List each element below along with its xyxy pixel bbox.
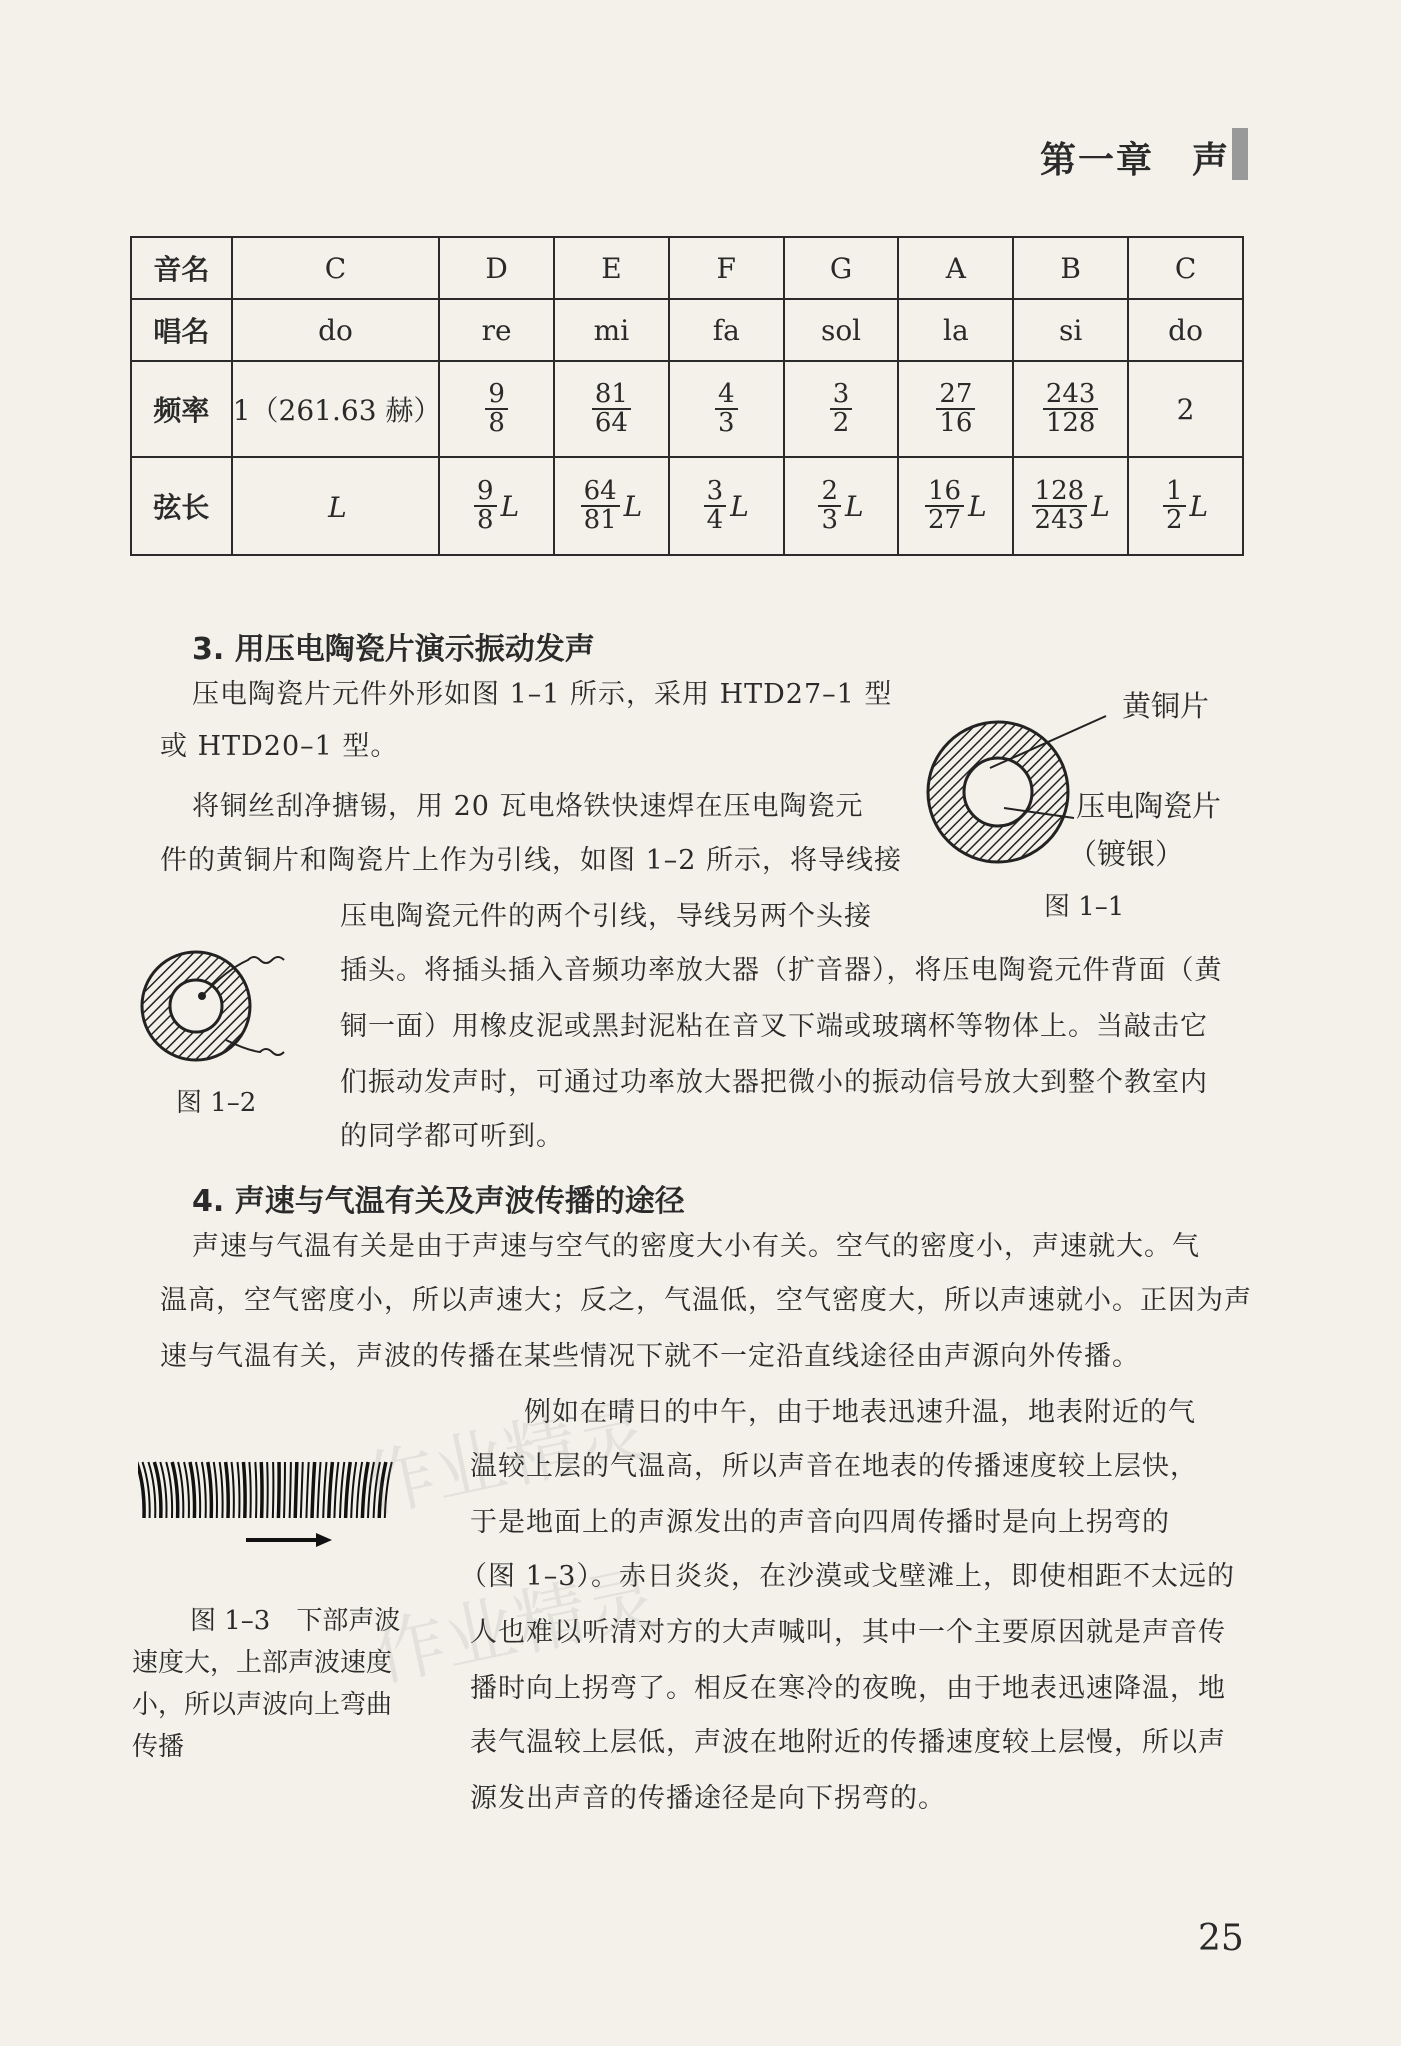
row-header: 音名	[131, 237, 232, 299]
row-header: 弦长	[131, 457, 232, 555]
denominator: 3	[717, 408, 735, 438]
fraction	[592, 378, 631, 438]
paragraph-line: 播时向上拐弯了。相反在寒冷的夜晚，由于地表迅速降温，地	[470, 1673, 1226, 1704]
wavefront-line	[301, 1462, 303, 1518]
table-cell	[898, 361, 1013, 457]
wavefront-line	[138, 1462, 144, 1518]
fraction	[1163, 475, 1186, 535]
paragraph-line: 于是地面上的声源发出的声音向四周传播时是向上拐弯的	[470, 1507, 1170, 1538]
paragraph-line: 压电陶瓷元件的两个引线，导线另两个头接	[340, 901, 872, 932]
wavefront-line	[220, 1462, 223, 1518]
table-row-string-length	[131, 457, 1243, 555]
numerator: 3	[830, 381, 853, 410]
table-cell: fa	[669, 299, 784, 361]
fraction	[704, 475, 727, 535]
wavefront-line	[237, 1462, 239, 1518]
table-cell	[669, 361, 784, 457]
table-cell: sol	[784, 299, 899, 361]
fraction	[830, 378, 853, 438]
section-3-title: 3. 用压电陶瓷片演示振动发声	[192, 632, 595, 667]
wavefront-line	[255, 1462, 256, 1518]
ceramic-leader-line	[1004, 808, 1074, 818]
denominator: 2	[1165, 505, 1183, 535]
wavefront-line	[351, 1462, 356, 1518]
paragraph-line: 们振动发声时，可通过功率放大器把微小的振动信号放大到整个教室内	[340, 1067, 1208, 1098]
wavefront-line	[278, 1462, 279, 1518]
wavefront-line	[226, 1462, 229, 1518]
table-cell	[1128, 457, 1243, 555]
numerator: 128	[1032, 478, 1088, 507]
scale-table	[130, 236, 1244, 556]
paragraph-line: 人也难以听清对方的大声喊叫，其中一个主要原因就是声音传	[470, 1617, 1226, 1648]
wavefront-line	[232, 1462, 234, 1518]
denominator: 81	[583, 505, 617, 535]
table-cell: B	[1013, 237, 1128, 299]
chapter-title: 第一章 声	[1040, 139, 1231, 181]
label-ceramic-plate: 压电陶瓷片	[1076, 789, 1222, 823]
watermark: 作业精灵	[355, 1386, 655, 1529]
wavefront-line	[184, 1462, 189, 1518]
table-cell: C	[1128, 237, 1243, 299]
table-cell: 2	[1128, 361, 1243, 457]
paragraph-line: 或 HTD20–1 型。	[160, 731, 399, 762]
wavefront-line	[267, 1462, 268, 1518]
wavefront-line	[202, 1462, 206, 1518]
table-cell	[554, 457, 669, 555]
denominator: 3	[821, 505, 839, 535]
table-cell	[1013, 361, 1128, 457]
brass-leader-line	[990, 716, 1106, 768]
wavefront-line	[261, 1462, 262, 1518]
wavefront-line	[290, 1462, 291, 1518]
wavefront-line	[295, 1462, 297, 1518]
fraction	[581, 475, 620, 535]
wavefront-lines	[138, 1462, 392, 1518]
figure-1-3-caption-line: 传播	[132, 1732, 185, 1762]
row-header: 唱名	[131, 299, 232, 361]
denominator: 16	[939, 408, 973, 438]
numerator: 1	[1163, 478, 1186, 507]
wavefront-line	[340, 1462, 344, 1518]
paragraph-line: 铜一面）用橡皮泥或黑封泥粘在音叉下端或玻璃杯等物体上。当敲击它	[340, 1011, 1208, 1042]
table-row-solfege	[131, 299, 1243, 361]
fraction	[936, 378, 975, 438]
wavefront-line	[346, 1462, 351, 1518]
table-cell	[669, 457, 784, 555]
wavefront-line	[334, 1462, 338, 1518]
paragraph-line: 温较上层的气温高，所以声音在地表的传播速度较上层快，	[470, 1451, 1198, 1482]
denominator: 64	[594, 408, 628, 438]
wavefront-line	[190, 1462, 195, 1518]
wavefront-line	[196, 1462, 200, 1518]
table-cell: la	[898, 299, 1013, 361]
denominator: 8	[488, 408, 505, 438]
numerator: 3	[704, 478, 727, 507]
fraction	[485, 378, 508, 438]
numerator: 4	[715, 381, 738, 410]
figure-1-2-disc-with-leads	[136, 940, 300, 1066]
numerator: 81	[592, 381, 631, 410]
wavefront-line	[243, 1462, 245, 1518]
table-cell: re	[439, 299, 554, 361]
table-cell: si	[1013, 299, 1128, 361]
wavefront-line	[329, 1462, 333, 1518]
paragraph-line: 插头。将插头插入音频功率放大器（扩音器），将压电陶瓷元件背面（黄	[340, 955, 1223, 986]
wavefront-line	[214, 1462, 217, 1518]
variable-L: L	[968, 489, 987, 523]
numerator: 64	[581, 478, 620, 507]
wavefront-line	[249, 1462, 250, 1518]
table-cell	[232, 457, 439, 555]
table-cell	[784, 361, 899, 457]
table-cell: do	[1128, 299, 1243, 361]
table-cell: mi	[554, 299, 669, 361]
figure-1-1-caption: 图 1–1	[1044, 892, 1125, 922]
label-silver-plated: （镀银）	[1068, 837, 1185, 871]
figure-1-3-caption-line: 图 1–3 下部声波	[190, 1606, 401, 1636]
wavefront-line	[312, 1462, 315, 1518]
denominator: 27	[928, 505, 962, 535]
denominator: 4	[706, 505, 724, 535]
table-cell	[439, 457, 554, 555]
denominator: 8	[477, 505, 494, 535]
chapter-tab-bar	[1232, 128, 1248, 180]
variable-L: L	[845, 489, 864, 523]
table-cell	[898, 457, 1013, 555]
table-row-frequency	[131, 361, 1243, 457]
fraction	[818, 475, 841, 535]
paragraph-line: 速与气温有关，声波的传播在某些情况下就不一定沿直线途径由声源向外传播。	[160, 1341, 1140, 1372]
fraction	[925, 475, 964, 535]
row-header: 频率	[131, 361, 232, 457]
section-4-title: 4. 声速与气温有关及声波传播的途径	[192, 1184, 685, 1219]
variable-L: L	[623, 489, 643, 523]
numerator: 16	[925, 478, 964, 507]
denominator: 243	[1034, 505, 1085, 535]
paragraph-line: 声速与气温有关是由于声速与空气的密度大小有关。空气的密度小，声速就大。气	[192, 1231, 1200, 1262]
variable-L: L	[328, 490, 347, 524]
table-cell: do	[232, 299, 439, 361]
paragraph-line: 压电陶瓷片元件外形如图 1–1 所示，采用 HTD27–1 型	[192, 679, 893, 710]
table-cell: E	[554, 237, 669, 299]
figure-1-3-caption-line: 小，所以声波向上弯曲	[132, 1690, 393, 1720]
table-cell: C	[232, 237, 439, 299]
page-number: 25	[1198, 1918, 1244, 1959]
numerator: 27	[936, 381, 975, 410]
wavefront-line	[306, 1462, 308, 1518]
fraction	[1043, 378, 1099, 438]
variable-L: L	[1189, 489, 1209, 523]
wavefront-line	[284, 1462, 285, 1518]
numerator: 9	[474, 478, 497, 507]
direction-arrow-head	[316, 1533, 332, 1547]
table-cell: A	[898, 237, 1013, 299]
denominator: 128	[1045, 408, 1096, 438]
wavefront-line	[208, 1462, 212, 1518]
table-cell	[784, 457, 899, 555]
paragraph-line: 将铜丝刮净搪锡，用 20 瓦电烙铁快速焊在压电陶瓷元	[192, 791, 864, 822]
table-cell	[439, 361, 554, 457]
figure-1-3-caption-line: 速度大，上部声波速度	[132, 1648, 393, 1678]
paragraph-line: 温高，空气密度小，所以声速大；反之，气温低，空气密度大，所以声速就小。正因为声	[160, 1285, 1252, 1316]
paragraph-line: 件的黄铜片和陶瓷片上作为引线，如图 1–2 所示，将导线接	[160, 845, 903, 876]
numerator: 2	[818, 478, 841, 507]
table-row-note-name	[131, 237, 1243, 299]
table-cell	[1013, 457, 1128, 555]
wavefront-line	[273, 1462, 274, 1518]
label-brass-plate: 黄铜片	[1122, 689, 1210, 723]
fraction	[474, 475, 497, 535]
fraction	[1032, 475, 1088, 535]
paragraph-line: 的同学都可听到。	[340, 1121, 564, 1152]
variable-L: L	[730, 489, 749, 523]
paragraph-line: 表气温较上层低，声波在地附近的传播速度较上层慢，所以声	[470, 1727, 1226, 1758]
numerator: 243	[1043, 381, 1099, 410]
table-cell: 1（261.63 赫）	[232, 361, 439, 457]
paragraph-line: 例如在晴日的中午，由于地表迅速升温，地表附近的气	[524, 1397, 1196, 1428]
variable-L: L	[500, 489, 520, 523]
table-cell	[554, 361, 669, 457]
figure-1-2-caption: 图 1–2	[176, 1088, 257, 1118]
numerator: 9	[485, 381, 508, 410]
wavefront-line	[323, 1462, 326, 1518]
variable-L: L	[1091, 489, 1110, 523]
table-cell: D	[439, 237, 554, 299]
table-cell: G	[784, 237, 899, 299]
denominator: 2	[832, 408, 850, 438]
fraction	[715, 378, 738, 438]
watermark: 作业精灵	[365, 1554, 665, 1697]
table-cell: F	[669, 237, 784, 299]
paragraph-line: （图 1–3）。赤日炎炎，在沙漠或戈壁滩上，即使相距不太远的	[460, 1561, 1235, 1592]
paragraph-line: 源发出声音的传播途径是向下拐弯的。	[470, 1783, 946, 1814]
wavefront-line	[318, 1462, 321, 1518]
